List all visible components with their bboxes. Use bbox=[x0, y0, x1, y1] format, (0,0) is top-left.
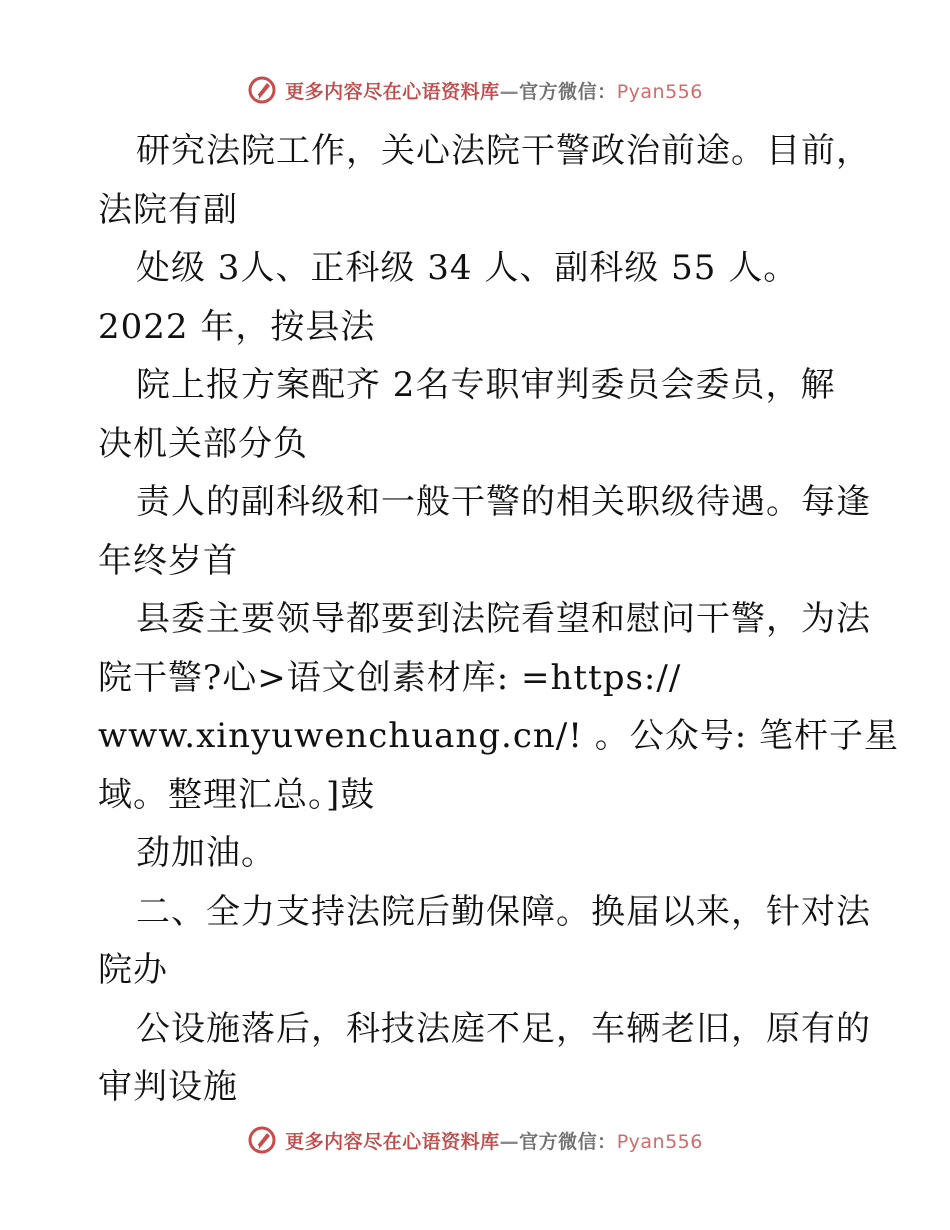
text-line: 2022 年，按县法 bbox=[98, 306, 376, 347]
text-line: 院办 bbox=[98, 950, 168, 990]
text-line: 审判设施 bbox=[98, 1067, 238, 1107]
banner-official-label: 官方微信： bbox=[519, 80, 617, 103]
banner-brand: 更多内容尽在心语资料库 bbox=[285, 80, 500, 103]
header-banner bbox=[0, 70, 950, 110]
banner-wechat-id: Pyan556 bbox=[616, 80, 703, 103]
text-line: 处级 3人、正科级 34 人、副科级 55 人。 bbox=[136, 248, 799, 288]
banner-text bbox=[285, 1127, 703, 1154]
text-line: 责人的副科级和一般干警的相关职级待遇。每逢 bbox=[136, 482, 871, 522]
document-body bbox=[98, 122, 899, 1117]
banner-dash: — bbox=[499, 1130, 520, 1153]
banner-dash: — bbox=[499, 80, 520, 103]
text-line: www.xinyuwenchuang.cn/! 。公众号: 笔杆子星 bbox=[98, 716, 899, 756]
text-line: 域。整理汇总。]鼓 bbox=[98, 774, 376, 815]
banner-brand: 更多内容尽在心语资料库 bbox=[285, 1130, 500, 1153]
text-line: 劲加油。 bbox=[136, 833, 276, 873]
text-line: 二、全力支持法院后勤保障。换届以来，针对法 bbox=[136, 891, 871, 932]
footer-banner bbox=[0, 1120, 950, 1160]
text-line: 决机关部分负 bbox=[98, 423, 308, 464]
text-line: 院干警?心>语文创素材库: =https:// bbox=[98, 657, 682, 698]
banner-official-label: 官方微信： bbox=[519, 1130, 617, 1153]
text-line: 年终岁首 bbox=[98, 540, 238, 581]
pen-logo-icon bbox=[247, 1125, 277, 1155]
text-line: 法院有副 bbox=[98, 189, 238, 230]
banner-wechat-id: Pyan556 bbox=[616, 1130, 703, 1153]
pen-logo-icon bbox=[247, 75, 277, 105]
text-line: 公设施落后，科技法庭不足，车辆老旧，原有的 bbox=[136, 1008, 871, 1049]
text-line: 院上报方案配齐 2名专职审判委员会委员，解 bbox=[136, 365, 836, 405]
text-line: 研究法院工作，关心法院干警政治前途。目前， bbox=[136, 131, 871, 171]
text-line: 县委主要领导都要到法院看望和慰问干警，为法 bbox=[136, 599, 871, 639]
banner-text bbox=[285, 77, 703, 104]
